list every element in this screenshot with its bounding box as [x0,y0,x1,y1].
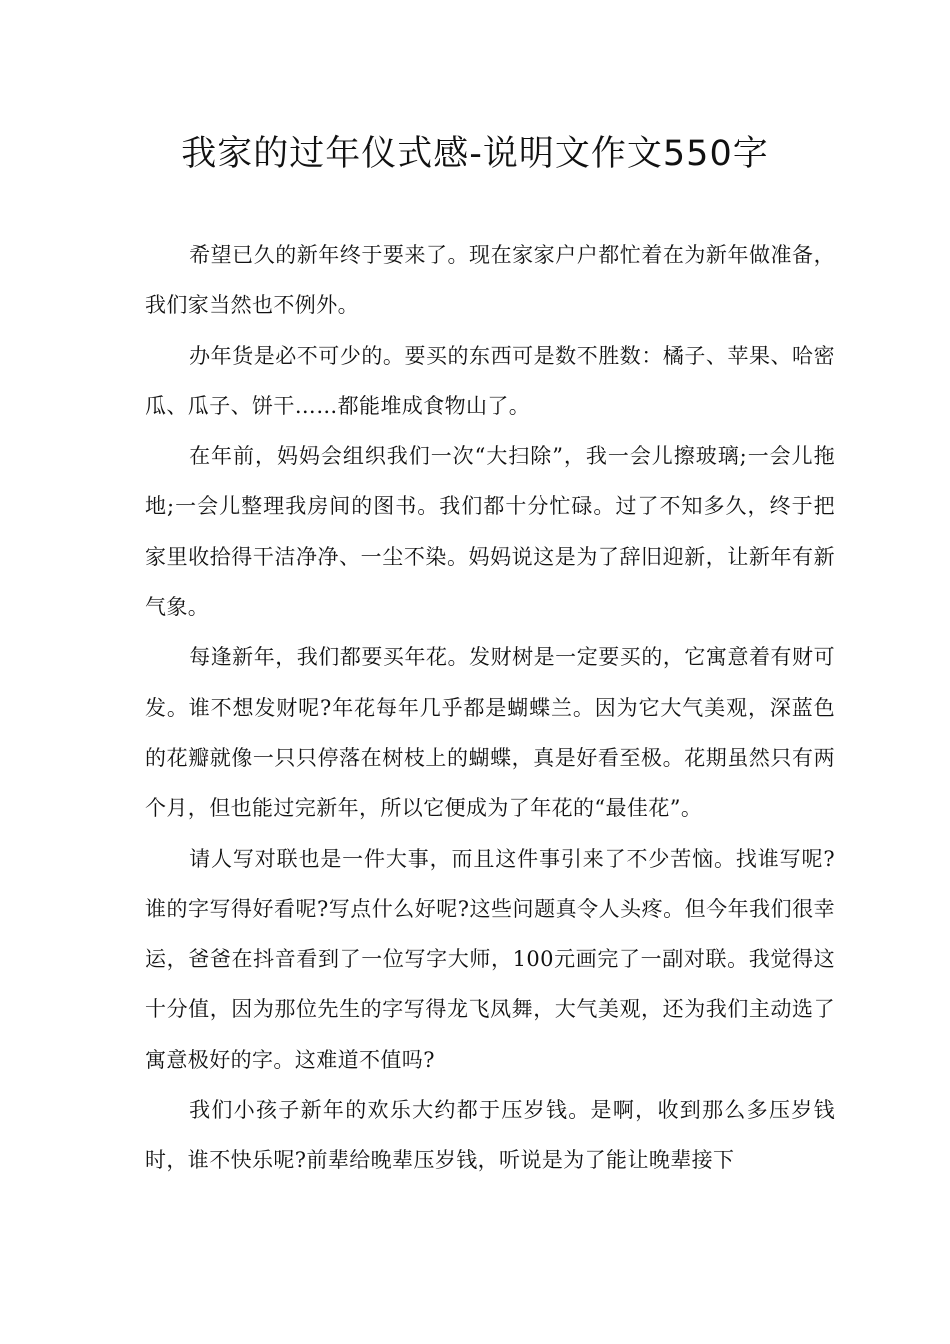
document-body [145,230,835,1186]
paragraph-1: 希望已久的新年终于要来了。现在家家户户都忙着在为新年做准备，我们家当然也不例外。 [145,243,835,318]
document-title: 我家的过年仪式感-说明文作文550字 [181,134,769,174]
paragraph-5: 请人写对联也是一件大事，而且这件事引来了不少苦恼。找谁写呢?谁的字写得好看呢?写点什么好呢?这些问题真令人头疼。但今年我们很幸运，爸爸在抖音看到了一位写字大师，100元画完了一副对联。我觉得这十分值，因为那位先生的字写得龙飞凤舞，大气美观，还为我们主动选了寓意极好的字。这难道不值吗? [145,846,835,1072]
paragraph-3: 在年前，妈妈会组织我们一次“大扫除”，我一会儿擦玻璃;一会儿拖地;一会儿整理我房间的图书。我们都十分忙碌。过了不知多久，终于把家里收拾得干洁净净、一尘不染。妈妈说这是为了辞旧迎新，让新年有新气象。 [145,444,835,620]
paragraph-4: 每逢新年，我们都要买年花。发财树是一定要买的，它寓意着有财可发。谁不想发财呢?年花每年几乎都是蝴蝶兰。因为它大气美观，深蓝色的花瓣就像一只只停落在树枝上的蝴蝶，真是好看至极。花期虽然只有两个月，但也能过完新年，所以它便成为了年花的“最佳花”。 [145,645,835,821]
paragraph-2: 办年货是必不可少的。要买的东西可是数不胜数：橘子、苹果、哈密瓜、瓜子、饼干……都能堆成食物山了。 [145,343,835,418]
paragraph-6: 我们小孩子新年的欢乐大约都于压岁钱。是啊，收到那么多压岁钱时，谁不快乐呢?前辈给晚辈压岁钱，听说是为了能让晚辈接下 [145,1098,835,1173]
